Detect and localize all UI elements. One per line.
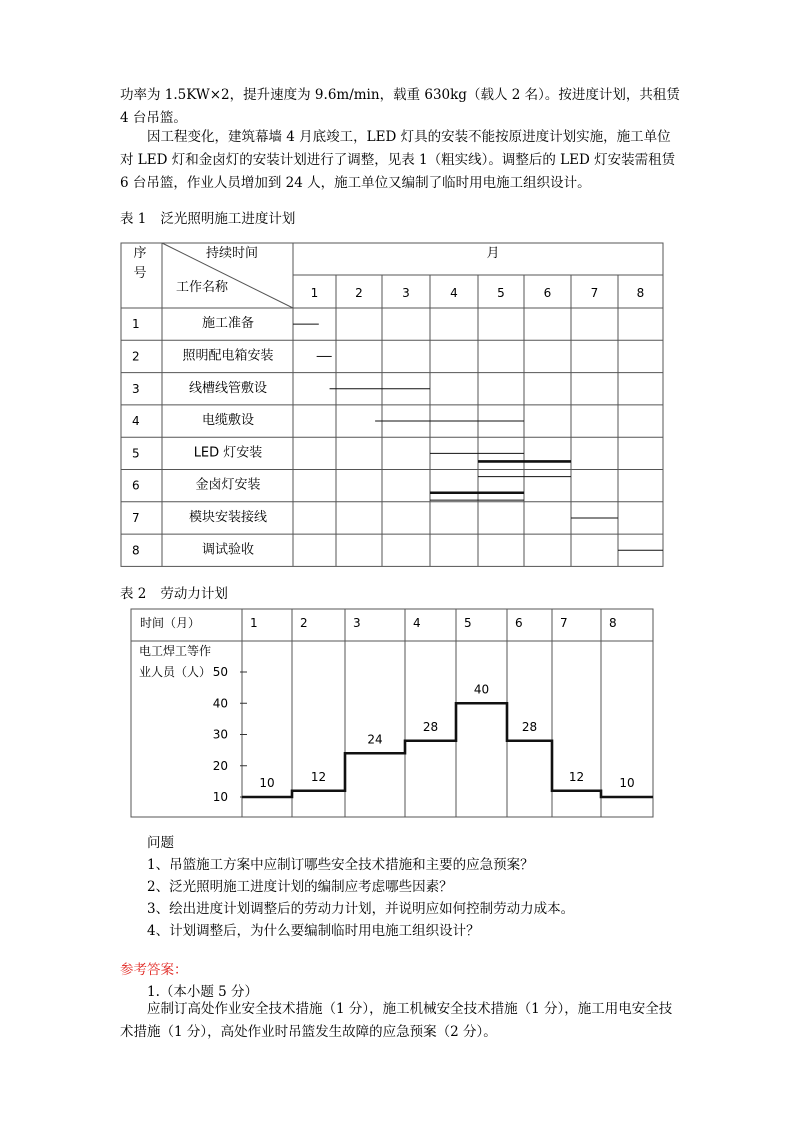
table2-caption	[120, 585, 242, 603]
table1-month-label: 4	[450, 286, 458, 300]
table1-month-label: 2	[355, 286, 363, 300]
table1-title: 泛光照明施工进度计划	[160, 211, 296, 227]
labor-value-label: 28	[521, 719, 538, 734]
table1-label: 表 1	[120, 211, 147, 227]
table1-month-label: 5	[497, 286, 505, 300]
table1-caption	[120, 210, 309, 228]
question-2: 2、泛光照明施工进度计划的编制应考虑哪些因素？	[147, 879, 453, 895]
table2-border	[131, 609, 653, 817]
answer-sub-heading: 1.（本小题 5 分）	[147, 984, 259, 1000]
table1-task-name: 照明配电箱安装	[182, 348, 274, 364]
table2-month-label: 8	[609, 616, 617, 630]
y-tick-label: 10	[212, 790, 228, 804]
labor-value-label: 10	[259, 776, 275, 790]
labor-value-label: 28	[422, 719, 439, 734]
table1-row-number: 2	[132, 349, 140, 364]
table2-month-label: 7	[560, 616, 568, 630]
questions-heading: 问题	[147, 835, 174, 851]
y-tick-label: 20	[212, 758, 228, 773]
table1-row-number: 3	[132, 381, 140, 396]
table1-header-seq-b: 号	[133, 266, 147, 281]
table2-labor-chart	[0, 607, 794, 822]
y-axis-label-line1: 电工焊工等作	[139, 644, 212, 658]
table2-month-label: 6	[515, 616, 523, 630]
y-tick-label: 30	[212, 727, 228, 742]
labor-value-label: 12	[310, 769, 327, 784]
table1-month-label: 7	[590, 286, 599, 300]
table1-row-number: 4	[132, 414, 140, 429]
table1-header-seq-a: 序	[133, 246, 147, 261]
table2-month-label: 4	[413, 616, 421, 630]
table2-header-time: 时间（月）	[140, 616, 201, 630]
table1-row-number: 8	[132, 543, 140, 558]
table1-month-label: 6	[543, 286, 552, 300]
answer-text: 应制订高处作业安全技术措施（1 分），施工机械安全技术措施（1 分），施工用电安全技术措施（1 分），高处作业时吊篮发生故障的应急预案（2 分）。	[120, 1001, 673, 1040]
table1-row-number: 1	[132, 317, 140, 332]
question-1: 1、吊篮施工方案中应制订哪些安全技术措施和主要的应急预案？	[147, 857, 534, 873]
labor-value-label: 12	[568, 769, 585, 784]
table2-label: 表 2	[120, 586, 147, 602]
table1-header-duration: 持续时间	[205, 246, 259, 261]
table1-task-name: 金卤灯安装	[195, 477, 261, 493]
y-tick-label: 50	[212, 665, 228, 679]
table2-title: 劳动力计划	[160, 586, 228, 602]
question-3: 3、绘出进度计划调整后的劳动力计划，并说明应如何控制劳动力成本。	[147, 901, 575, 917]
y-tick-label: 40	[212, 696, 228, 711]
table2-month-label: 3	[353, 616, 361, 630]
labor-value-label: 24	[367, 732, 383, 747]
table1-row-number: 5	[132, 446, 140, 461]
table1-month-label: 8	[636, 286, 645, 300]
table1-row-number: 7	[132, 510, 140, 525]
answer-title: 参考答案：	[120, 962, 188, 978]
table1-month-label: 3	[402, 286, 410, 300]
table1-task-name: 电缆敷设	[201, 413, 255, 429]
table2-month-label: 1	[250, 616, 258, 630]
table2-month-label: 5	[464, 616, 472, 630]
table1-month-label: 1	[310, 286, 319, 300]
intro-paragraph-1: 功率为 1.5KW×2，提升速度为 9.6m/min，载重 630kg（载人 2 名）。按进度计划，共租赁 4 台吊篮。	[120, 87, 680, 126]
question-4: 4、计划调整后，为什么要编制临时用电施工组织设计？	[147, 923, 480, 939]
table1-task-name: 调试验收	[201, 542, 255, 558]
table1-header-month: 月	[486, 246, 500, 261]
table1-row-number: 6	[132, 478, 140, 493]
table1-task-name: LED 灯安装	[193, 445, 263, 461]
table1-task-name: 施工准备	[201, 316, 255, 332]
table1-task-name: 模块安装接线	[188, 509, 268, 525]
table1-schedule	[0, 235, 794, 575]
intro-paragraph-2: 因工程变化，建筑幕墙 4 月底竣工，LED 灯具的安装不能按原进度计划实施，施工单位对 LED 灯和金卤灯的安装计划进行了调整，见表 1（粗实线）。调整后的 LED 灯安装需租赁 6 台吊篮，作业人员增加到 24 人，施工单位又编制了临时用电施工组织设计。	[120, 129, 676, 191]
table2-month-label: 2	[300, 616, 308, 630]
table1-header-task: 工作名称	[175, 280, 229, 295]
labor-value-label: 10	[619, 776, 635, 790]
labor-value-label: 40	[473, 682, 490, 697]
y-axis-label-line2: 业人员（人）	[139, 665, 212, 679]
table1-task-name: 线槽线管敷设	[188, 380, 268, 396]
labor-step-line	[242, 703, 653, 797]
